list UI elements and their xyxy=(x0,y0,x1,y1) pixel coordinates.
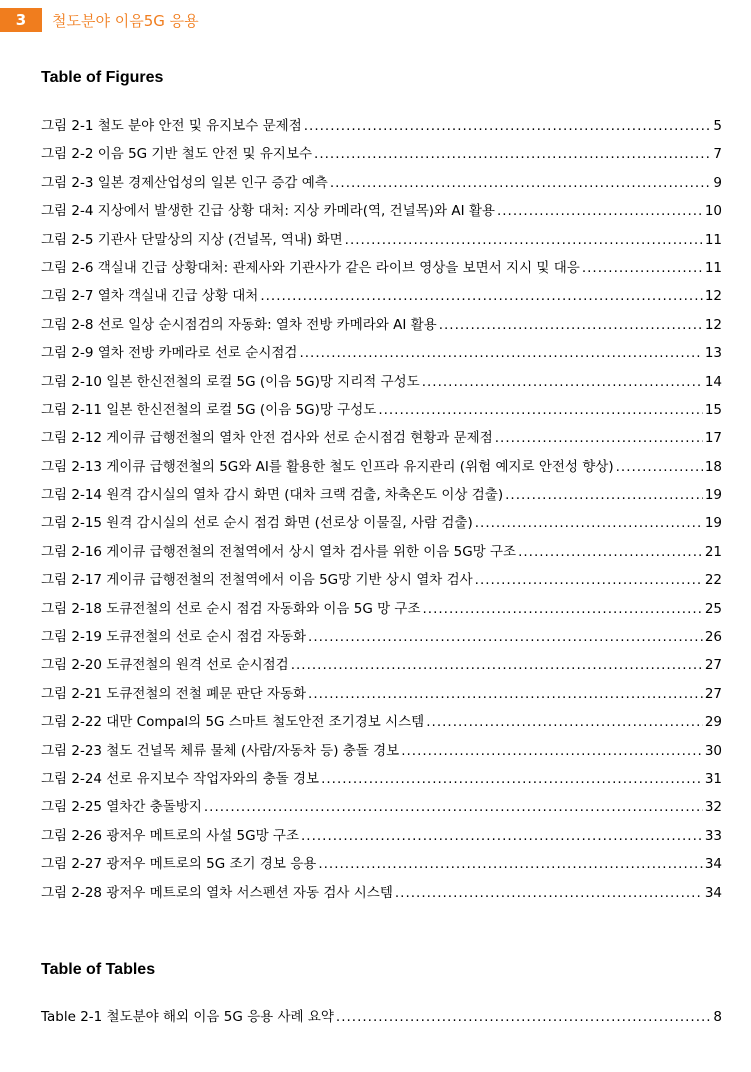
toc-entry-label: 그림 2-16 게이큐 급행전철의 전철역에서 상시 열차 검사를 위한 이음 5G망 구조 xyxy=(41,543,517,560)
toc-entry[interactable] xyxy=(41,625,722,653)
toc-entry-page: 22 xyxy=(704,572,722,589)
toc-entry-page: 33 xyxy=(704,827,722,844)
toc-leader-dots xyxy=(475,515,703,531)
toc-entry-label: 그림 2-2 이음 5G 기반 철도 안전 및 유지보수 xyxy=(41,146,313,163)
toc-entry-page: 10 xyxy=(704,203,722,220)
toc-leader-dots xyxy=(616,459,703,475)
toc-entry-label: 그림 2-26 광저우 메트로의 사설 5G망 구조 xyxy=(41,827,300,844)
toc-entry-page: 29 xyxy=(704,714,722,731)
toc-entry-page: 15 xyxy=(704,401,722,418)
toc-entry[interactable] xyxy=(41,313,722,341)
toc-entry-page: 12 xyxy=(704,316,722,333)
toc-entry-page: 13 xyxy=(704,345,722,362)
page-number-badge: 3 xyxy=(0,8,42,32)
toc-entry[interactable] xyxy=(41,199,722,227)
toc-entry[interactable] xyxy=(41,256,722,284)
toc-leader-dots xyxy=(426,714,703,730)
toc-entry-label: 그림 2-5 기관사 단말상의 지상 (건널목, 역내) 화면 xyxy=(41,231,343,248)
toc-entry-page: 25 xyxy=(704,600,722,617)
toc-entry[interactable] xyxy=(41,370,722,398)
toc-entry-page: 19 xyxy=(704,487,722,504)
toc-leader-dots xyxy=(422,374,703,390)
toc-entry-label: 그림 2-20 도큐전철의 원격 선로 순시점검 xyxy=(41,657,289,674)
toc-entry-page: 34 xyxy=(704,884,722,901)
toc-entry-page: 12 xyxy=(704,288,722,305)
toc-entry[interactable] xyxy=(41,114,722,142)
toc-leader-dots xyxy=(495,430,703,446)
toc-entry-page: 27 xyxy=(704,685,722,702)
toc-leader-dots xyxy=(505,487,703,503)
toc-entry[interactable] xyxy=(41,682,722,710)
toc-leader-dots xyxy=(308,686,703,702)
chapter-title: 철도분야 이음5G 응용 xyxy=(52,12,199,30)
toc-entry[interactable] xyxy=(41,824,722,852)
toc-leader-dots xyxy=(260,288,702,304)
toc-entry-page: 18 xyxy=(704,458,722,475)
toc-entry[interactable] xyxy=(41,739,722,767)
toc-entry[interactable] xyxy=(41,142,722,170)
toc-entry-label: Table 2-1 철도분야 해외 이음 5G 응용 사례 요약 xyxy=(41,1009,334,1025)
toc-entry-page: 11 xyxy=(704,259,722,276)
toc-entry-label: 그림 2-10 일본 한신전철의 로컬 5G (이음 5G)망 지리적 구성도 xyxy=(41,373,420,390)
page-header xyxy=(0,8,751,32)
toc-entry[interactable] xyxy=(41,455,722,483)
toc-entry-label: 그림 2-12 게이큐 급행전철의 열차 안전 검사와 선로 순시점검 현황과 문제점 xyxy=(41,430,493,447)
toc-entry-label: 그림 2-17 게이큐 급행전철의 전철역에서 이음 5G망 기반 상시 열차 검사 xyxy=(41,572,473,589)
toc-leader-dots xyxy=(301,828,703,844)
toc-entry-page: 30 xyxy=(704,742,722,759)
toc-entry-label: 그림 2-21 도큐전철의 전철 폐문 판단 자동화 xyxy=(41,685,307,702)
toc-entry[interactable] xyxy=(41,398,722,426)
toc-entry-page: 7 xyxy=(713,146,722,163)
toc-leader-dots xyxy=(439,317,703,333)
figures-list xyxy=(41,114,722,909)
toc-entry[interactable] xyxy=(41,284,722,312)
toc-entry-page: 14 xyxy=(704,373,722,390)
toc-entry[interactable] xyxy=(41,767,722,795)
toc-entry[interactable] xyxy=(41,426,722,454)
toc-leader-dots xyxy=(204,799,703,815)
toc-entry-label: 그림 2-7 열차 객실내 긴급 상황 대처 xyxy=(41,288,259,305)
toc-entry-label: 그림 2-28 광저우 메트로의 열차 서스펜션 자동 검사 시스템 xyxy=(41,884,393,901)
figures-heading: Table of Figures xyxy=(41,69,164,86)
tables-heading: Table of Tables xyxy=(41,961,156,978)
toc-entry-page: 26 xyxy=(704,629,722,646)
toc-leader-dots xyxy=(291,657,703,673)
toc-entry-label: 그림 2-23 철도 건널목 체류 물체 (사람/자동차 등) 충돌 경보 xyxy=(41,742,400,759)
tables-list xyxy=(41,1005,722,1033)
toc-leader-dots xyxy=(423,601,703,617)
toc-leader-dots xyxy=(314,146,711,162)
toc-leader-dots xyxy=(475,572,703,588)
toc-entry-label: 그림 2-27 광저우 메트로의 5G 조기 경보 응용 xyxy=(41,856,317,873)
toc-entry-page: 11 xyxy=(704,231,722,248)
toc-entry[interactable] xyxy=(41,597,722,625)
toc-entry[interactable] xyxy=(41,852,722,880)
toc-leader-dots xyxy=(318,856,702,872)
toc-entry-page: 34 xyxy=(704,856,722,873)
toc-entry-label: 그림 2-22 대만 Compal의 5G 스마트 철도안전 조기경보 시스템 xyxy=(41,714,425,731)
toc-leader-dots xyxy=(378,402,703,418)
toc-entry[interactable] xyxy=(41,795,722,823)
toc-entry-label: 그림 2-15 원격 감시실의 선로 순시 점검 화면 (선로상 이물질, 사람 검출) xyxy=(41,515,473,532)
toc-leader-dots xyxy=(401,743,703,759)
toc-leader-dots xyxy=(345,232,703,248)
toc-entry[interactable] xyxy=(41,1005,722,1033)
toc-entry-page: 5 xyxy=(713,118,722,134)
toc-entry[interactable] xyxy=(41,483,722,511)
toc-entry[interactable] xyxy=(41,171,722,199)
toc-entry[interactable] xyxy=(41,341,722,369)
toc-entry-label: 그림 2-4 지상에서 발생한 긴급 상황 대처: 지상 카메라(역, 건널목)와 AI 활용 xyxy=(41,203,495,220)
toc-entry-page: 17 xyxy=(704,430,722,447)
toc-entry-label: 그림 2-8 선로 일상 순시점검의 자동화: 열차 전방 카메라와 AI 활용 xyxy=(41,316,437,333)
toc-entry-label: 그림 2-1 철도 분야 안전 및 유지보수 문제점 xyxy=(41,118,302,134)
toc-entry[interactable] xyxy=(41,540,722,568)
toc-entry-label: 그림 2-24 선로 유지보수 작업자와의 충돌 경보 xyxy=(41,770,320,787)
toc-entry[interactable] xyxy=(41,228,722,256)
toc-leader-dots xyxy=(395,885,703,901)
toc-entry-label: 그림 2-14 원격 감시실의 열차 감시 화면 (대차 크랙 검출, 차축온도 이상 검출) xyxy=(41,487,504,504)
toc-entry[interactable] xyxy=(41,710,722,738)
toc-entry-page: 27 xyxy=(704,657,722,674)
toc-entry[interactable] xyxy=(41,653,722,681)
toc-entry-label: 그림 2-13 게이큐 급행전철의 5G와 AI를 활용한 철도 인프라 유지관리 (위험 예지로 안전성 향상) xyxy=(41,458,614,475)
toc-entry-label: 그림 2-19 도큐전철의 선로 순시 점검 자동화 xyxy=(41,629,307,646)
toc-entry-page: 31 xyxy=(704,770,722,787)
toc-entry-page: 21 xyxy=(704,543,722,560)
toc-entry-page: 19 xyxy=(704,515,722,532)
toc-entry-page: 32 xyxy=(704,799,722,816)
toc-entry[interactable] xyxy=(41,881,722,909)
toc-leader-dots xyxy=(308,629,703,645)
toc-leader-dots xyxy=(582,260,703,276)
toc-leader-dots xyxy=(518,544,703,560)
toc-entry[interactable] xyxy=(41,568,722,596)
toc-entry[interactable] xyxy=(41,511,722,539)
toc-leader-dots xyxy=(330,175,712,191)
toc-entry-page: 9 xyxy=(713,174,722,191)
toc-leader-dots xyxy=(336,1009,711,1025)
toc-leader-dots xyxy=(304,118,712,134)
toc-entry-label: 그림 2-3 일본 경제산업성의 일본 인구 증감 예측 xyxy=(41,174,328,191)
toc-leader-dots xyxy=(321,771,703,787)
toc-entry-label: 그림 2-11 일본 한신전철의 로컬 5G (이음 5G)망 구성도 xyxy=(41,401,377,418)
toc-entry-label: 그림 2-18 도큐전철의 선로 순시 점검 자동화와 이음 5G 망 구조 xyxy=(41,600,421,617)
toc-leader-dots xyxy=(497,203,703,219)
toc-entry-label: 그림 2-6 객실내 긴급 상황대처: 관제사와 기관사가 같은 라이브 영상을 보면서 지시 및 대응 xyxy=(41,259,580,276)
toc-leader-dots xyxy=(299,345,702,361)
toc-entry-page: 8 xyxy=(713,1009,722,1025)
toc-entry-label: 그림 2-9 열차 전방 카메라로 선로 순시점검 xyxy=(41,345,298,362)
toc-entry-label: 그림 2-25 열차간 충돌방지 xyxy=(41,799,202,816)
